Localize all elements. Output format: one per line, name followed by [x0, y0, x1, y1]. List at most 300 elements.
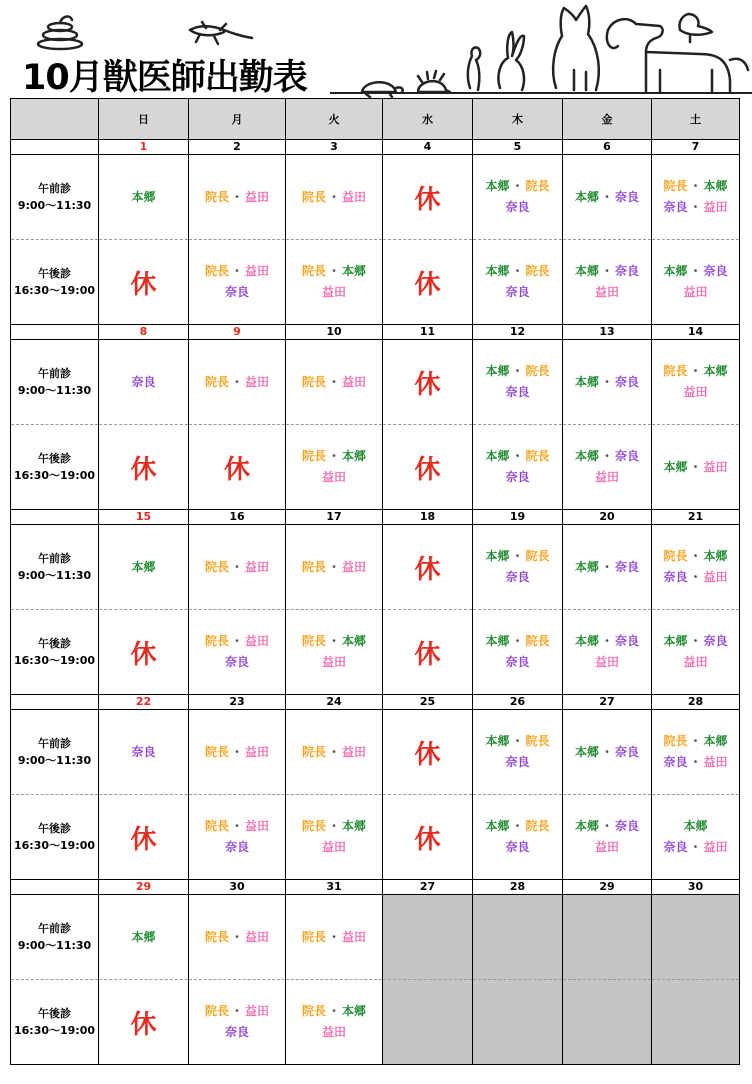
schedule-cell [286, 610, 383, 695]
separator: ・ [327, 559, 340, 574]
separator: ・ [327, 264, 340, 278]
doctor-line [473, 361, 562, 382]
doctor-line [652, 261, 739, 282]
am-slot-label [11, 340, 99, 425]
closed-mark: 休 [130, 454, 157, 485]
doctor-name: 院長 [525, 449, 550, 463]
separator: ・ [327, 449, 340, 463]
doctor-line [189, 557, 285, 578]
closed-mark: 休 [414, 184, 441, 215]
weekday-header: 金 [563, 99, 652, 140]
doctor-line [286, 557, 382, 578]
doctor-line [286, 742, 382, 763]
am-slot-label [11, 525, 99, 610]
doctor-name: 院長 [663, 364, 688, 378]
doctor-name: 院長 [204, 264, 229, 278]
am-row [11, 525, 740, 610]
pm-slot-label [11, 425, 99, 510]
date-number: 3 [286, 140, 383, 155]
am-time: 9:00〜11:30 [17, 939, 92, 952]
date-number: 8 [99, 325, 189, 340]
doctor-name: 益田 [594, 285, 619, 299]
schedule-cell [473, 795, 563, 880]
doctor-line [286, 187, 382, 208]
schedule-cell [99, 980, 189, 1065]
doctor-name: 奈良 [615, 189, 640, 204]
schedule-cell [383, 425, 473, 510]
closed-mark: 休 [414, 269, 441, 300]
doctor-line [473, 837, 562, 858]
schedule-cell [563, 340, 652, 425]
date-number: 12 [473, 325, 563, 340]
doctor-name: 奈良 [505, 200, 530, 214]
schedule-cell [473, 340, 563, 425]
doctor-name: 益田 [245, 634, 270, 648]
doctor-line [473, 261, 562, 282]
doctor-name: 奈良 [615, 449, 640, 463]
schedule-cell [99, 155, 189, 240]
doctor-line [473, 197, 562, 218]
separator: ・ [689, 364, 702, 378]
separator: ・ [327, 189, 340, 204]
doctor-name: 益田 [321, 840, 346, 854]
doctor-line [473, 282, 562, 303]
doctor-name: 益田 [245, 374, 270, 389]
closed-mark: 休 [223, 454, 250, 485]
doctor-name: 院長 [525, 634, 550, 648]
doctor-name: 院長 [663, 734, 688, 748]
schedule-cell [652, 795, 740, 880]
doctor-name: 益田 [594, 470, 619, 484]
pm-row [11, 425, 740, 510]
closed-mark: 休 [414, 639, 441, 670]
date-number: 27 [383, 880, 473, 895]
doctor-line [563, 261, 651, 282]
doctor-name: 本郷 [131, 929, 156, 944]
doctor-name: 院長 [204, 819, 229, 833]
doctor-name: 院長 [525, 819, 550, 833]
separator: ・ [230, 819, 243, 833]
pm-time: 16:30〜19:00 [13, 839, 96, 852]
date-number: 5 [473, 140, 563, 155]
schedule-cell [286, 425, 383, 510]
separator: ・ [600, 189, 613, 204]
doctor-name: 奈良 [663, 755, 688, 769]
doctor-name: 奈良 [505, 285, 530, 299]
doctor-name: 院長 [204, 744, 229, 759]
doctor-line [286, 837, 382, 858]
doctor-name: 奈良 [663, 840, 688, 854]
doctor-line [189, 742, 285, 763]
separator: ・ [511, 549, 524, 563]
doctor-line [473, 446, 562, 467]
hedgehog-icon [418, 71, 450, 92]
separator: ・ [600, 559, 613, 574]
empty-gray-cell [473, 980, 563, 1065]
separator: ・ [689, 734, 702, 748]
doctor-name: 院長 [301, 559, 326, 574]
schedule-cell [563, 795, 652, 880]
doctor-name: 院長 [301, 449, 326, 463]
doctor-name: 本郷 [342, 819, 367, 833]
empty-gray-cell [563, 980, 652, 1065]
doctor-name: 本郷 [574, 449, 599, 463]
separator: ・ [327, 819, 340, 833]
snake-icon [38, 16, 82, 49]
schedule-cell [563, 525, 652, 610]
doctor-name: 奈良 [131, 374, 156, 389]
doctor-line [286, 261, 382, 282]
doctor-line [473, 176, 562, 197]
am-slot-label [11, 710, 99, 795]
date-number: 2 [189, 140, 286, 155]
schedule-cell [189, 980, 286, 1065]
doctor-name: 本郷 [342, 1004, 367, 1018]
separator: ・ [600, 449, 613, 463]
cat-icon [553, 6, 599, 90]
weekday-header: 木 [473, 99, 563, 140]
doctor-name: 院長 [525, 364, 550, 378]
closed-mark: 休 [130, 1009, 157, 1040]
header [0, 0, 752, 98]
doctor-name: 奈良 [224, 1025, 249, 1039]
schedule-cell [99, 610, 189, 695]
date-number: 29 [563, 880, 652, 895]
date-number: 11 [383, 325, 473, 340]
am-row [11, 710, 740, 795]
separator: ・ [230, 1004, 243, 1018]
separator: ・ [511, 364, 524, 378]
doctor-name: 院長 [525, 734, 550, 748]
doctor-name: 奈良 [703, 634, 728, 648]
date-row [11, 325, 740, 340]
doctor-line [652, 361, 739, 382]
separator: ・ [689, 179, 702, 193]
page-title: 10月獣医師出勤表 [22, 58, 307, 98]
doctor-line [286, 1001, 382, 1022]
am-label: 午前診 [38, 922, 71, 935]
doctor-line [189, 372, 285, 393]
am-row [11, 155, 740, 240]
doctor-line [286, 446, 382, 467]
doctor-line [286, 631, 382, 652]
doctor-name: 益田 [683, 285, 708, 299]
doctor-name: 奈良 [615, 634, 640, 648]
doctor-name: 益田 [245, 1004, 270, 1018]
doctor-line [189, 187, 285, 208]
schedule-cell [652, 610, 740, 695]
meerkat-icon [468, 47, 480, 90]
pm-slot-label [11, 980, 99, 1065]
doctor-name: 院長 [204, 559, 229, 574]
am-time: 9:00〜11:30 [17, 754, 92, 767]
schedule-cell [99, 895, 189, 980]
date-row [11, 510, 740, 525]
doctor-name: 益田 [342, 559, 367, 574]
schedule-cell [652, 710, 740, 795]
separator: ・ [327, 744, 340, 759]
schedule-cell [652, 240, 740, 325]
doctor-line [652, 816, 739, 837]
date-number: 29 [99, 880, 189, 895]
doctor-name: 本郷 [485, 179, 510, 193]
separator: ・ [327, 929, 340, 944]
doctor-name: 益田 [683, 655, 708, 669]
empty-gray-cell [383, 980, 473, 1065]
separator: ・ [511, 449, 524, 463]
doctor-line [563, 467, 651, 488]
closed-mark: 休 [414, 554, 441, 585]
date-row-blank [11, 880, 99, 895]
doctor-name: 奈良 [505, 570, 530, 584]
date-number: 26 [473, 695, 563, 710]
schedule-cell [563, 610, 652, 695]
doctor-line [563, 282, 651, 303]
header-corner-cell [11, 99, 99, 140]
doctor-name: 本郷 [703, 364, 728, 378]
separator: ・ [689, 840, 702, 854]
schedule-cell [652, 340, 740, 425]
doctor-line [652, 631, 739, 652]
schedule-cell [563, 425, 652, 510]
doctor-name: 益田 [321, 1025, 346, 1039]
doctor-name: 奈良 [505, 470, 530, 484]
doctor-name: 益田 [245, 264, 270, 278]
doctor-name: 益田 [321, 470, 346, 484]
doctor-name: 本郷 [574, 264, 599, 278]
doctor-line [189, 282, 285, 303]
doctor-name: 益田 [703, 755, 728, 769]
pm-time: 16:30〜19:00 [13, 1024, 96, 1037]
pm-slot-label [11, 610, 99, 695]
doctor-line [563, 372, 651, 393]
date-number: 28 [652, 695, 740, 710]
schedule-cell [563, 710, 652, 795]
doctor-line [99, 557, 188, 578]
date-row [11, 140, 740, 155]
doctor-name: 本郷 [485, 819, 510, 833]
doctor-name: 益田 [342, 929, 367, 944]
schedule-cell [383, 525, 473, 610]
doctor-line [563, 742, 651, 763]
date-number: 30 [189, 880, 286, 895]
doctor-name: 奈良 [505, 840, 530, 854]
pm-label: 午後診 [38, 452, 71, 465]
doctor-name: 益田 [594, 655, 619, 669]
schedule-cell [189, 340, 286, 425]
pm-label: 午後診 [38, 1007, 71, 1020]
doctor-name: 院長 [301, 264, 326, 278]
doctor-line [473, 731, 562, 752]
empty-gray-cell [383, 895, 473, 980]
separator: ・ [230, 559, 243, 574]
doctor-line [99, 742, 188, 763]
schedule-cell [383, 340, 473, 425]
doctor-name: 本郷 [574, 559, 599, 574]
weekday-header: 火 [286, 99, 383, 140]
am-label: 午前診 [38, 182, 71, 195]
doctor-name: 本郷 [485, 734, 510, 748]
date-row-blank [11, 510, 99, 525]
weekday-header: 日 [99, 99, 189, 140]
doctor-name: 本郷 [485, 264, 510, 278]
separator: ・ [230, 929, 243, 944]
doctor-name: 院長 [301, 189, 326, 204]
schedule-cell [99, 340, 189, 425]
doctor-name: 奈良 [224, 840, 249, 854]
doctor-line [652, 282, 739, 303]
date-number: 13 [563, 325, 652, 340]
separator: ・ [230, 374, 243, 389]
date-number: 23 [189, 695, 286, 710]
separator: ・ [689, 264, 702, 278]
doctor-line [652, 837, 739, 858]
doctor-line [473, 467, 562, 488]
date-number: 9 [189, 325, 286, 340]
doctor-line [652, 382, 739, 403]
doctor-name: 院長 [301, 819, 326, 833]
schedule-cell [286, 710, 383, 795]
schedule-cell [473, 425, 563, 510]
date-row-blank [11, 140, 99, 155]
schedule-cell [652, 525, 740, 610]
separator: ・ [230, 634, 243, 648]
doctor-name: 益田 [245, 559, 270, 574]
doctor-line [286, 816, 382, 837]
doctor-name: 奈良 [615, 374, 640, 389]
date-number: 18 [383, 510, 473, 525]
doctor-name: 本郷 [574, 189, 599, 204]
pm-label: 午後診 [38, 267, 71, 280]
doctor-name: 奈良 [663, 570, 688, 584]
doctor-name: 本郷 [703, 549, 728, 563]
am-row [11, 340, 740, 425]
date-row [11, 880, 740, 895]
doctor-line [652, 546, 739, 567]
doctor-name: 本郷 [485, 364, 510, 378]
doctor-line [189, 261, 285, 282]
date-number: 4 [383, 140, 473, 155]
doctor-name: 本郷 [342, 449, 367, 463]
doctor-name: 院長 [525, 264, 550, 278]
doctor-name: 益田 [342, 374, 367, 389]
doctor-name: 院長 [663, 549, 688, 563]
pm-slot-label [11, 795, 99, 880]
date-number: 22 [99, 695, 189, 710]
doctor-line [652, 176, 739, 197]
pm-time: 16:30〜19:00 [13, 469, 96, 482]
separator: ・ [327, 374, 340, 389]
date-row-blank [11, 695, 99, 710]
doctor-name: 院長 [663, 179, 688, 193]
doctor-name: 院長 [525, 549, 550, 563]
doctor-line [473, 567, 562, 588]
am-time: 9:00〜11:30 [17, 384, 92, 397]
schedule-cell [652, 155, 740, 240]
doctor-name: 本郷 [574, 634, 599, 648]
am-slot-label [11, 895, 99, 980]
doctor-line [189, 652, 285, 673]
closed-mark: 休 [130, 639, 157, 670]
doctor-name: 益田 [703, 459, 728, 474]
am-label: 午前診 [38, 367, 71, 380]
schedule-cell [383, 240, 473, 325]
doctor-line [563, 631, 651, 652]
doctor-line [652, 652, 739, 673]
weekday-header: 月 [189, 99, 286, 140]
doctor-name: 本郷 [703, 179, 728, 193]
doctor-line [189, 837, 285, 858]
doctor-line [99, 927, 188, 948]
doctor-name: 院長 [204, 929, 229, 944]
date-number: 17 [286, 510, 383, 525]
doctor-name: 奈良 [131, 744, 156, 759]
doctor-name: 益田 [703, 200, 728, 214]
doctor-name: 院長 [525, 179, 550, 193]
doctor-name: 本郷 [485, 449, 510, 463]
turtle-icon [362, 82, 403, 97]
am-label: 午前診 [38, 552, 71, 565]
doctor-name: 本郷 [663, 264, 688, 278]
separator: ・ [689, 570, 702, 584]
pm-label: 午後診 [38, 822, 71, 835]
schedule-cell [99, 425, 189, 510]
separator: ・ [327, 634, 340, 648]
separator: ・ [689, 549, 702, 563]
doctor-line [563, 652, 651, 673]
doctor-name: 益田 [683, 385, 708, 399]
pm-row [11, 610, 740, 695]
doctor-line [652, 731, 739, 752]
schedule-cell [383, 795, 473, 880]
doctor-name: 院長 [204, 1004, 229, 1018]
doctor-name: 本郷 [485, 549, 510, 563]
schedule-cell [189, 425, 286, 510]
separator: ・ [511, 734, 524, 748]
weekday-header: 土 [652, 99, 740, 140]
date-number: 15 [99, 510, 189, 525]
closed-mark: 休 [130, 269, 157, 300]
schedule-cell [99, 240, 189, 325]
rabbit-icon [498, 32, 524, 90]
doctor-name: 奈良 [505, 755, 530, 769]
schedule-cell [563, 155, 652, 240]
empty-gray-cell [652, 895, 740, 980]
lizard-icon [190, 22, 252, 44]
closed-mark: 休 [414, 454, 441, 485]
pm-time: 16:30〜19:00 [13, 284, 96, 297]
date-number: 1 [99, 140, 189, 155]
am-time: 9:00〜11:30 [17, 199, 92, 212]
doctor-name: 奈良 [224, 285, 249, 299]
separator: ・ [689, 200, 702, 214]
closed-mark: 休 [414, 369, 441, 400]
pm-row [11, 980, 740, 1065]
doctor-name: 奈良 [224, 655, 249, 669]
doctor-line [652, 457, 739, 478]
schedule-cell [286, 340, 383, 425]
date-number: 21 [652, 510, 740, 525]
doctor-name: 院長 [204, 189, 229, 204]
schedule-cell [473, 240, 563, 325]
doctor-name: 本郷 [485, 634, 510, 648]
doctor-name: 本郷 [342, 264, 367, 278]
doctor-name: 院長 [301, 1004, 326, 1018]
doctor-name: 奈良 [615, 264, 640, 278]
bird-icon [679, 14, 712, 42]
am-row [11, 895, 740, 980]
dog-icon [607, 19, 748, 92]
